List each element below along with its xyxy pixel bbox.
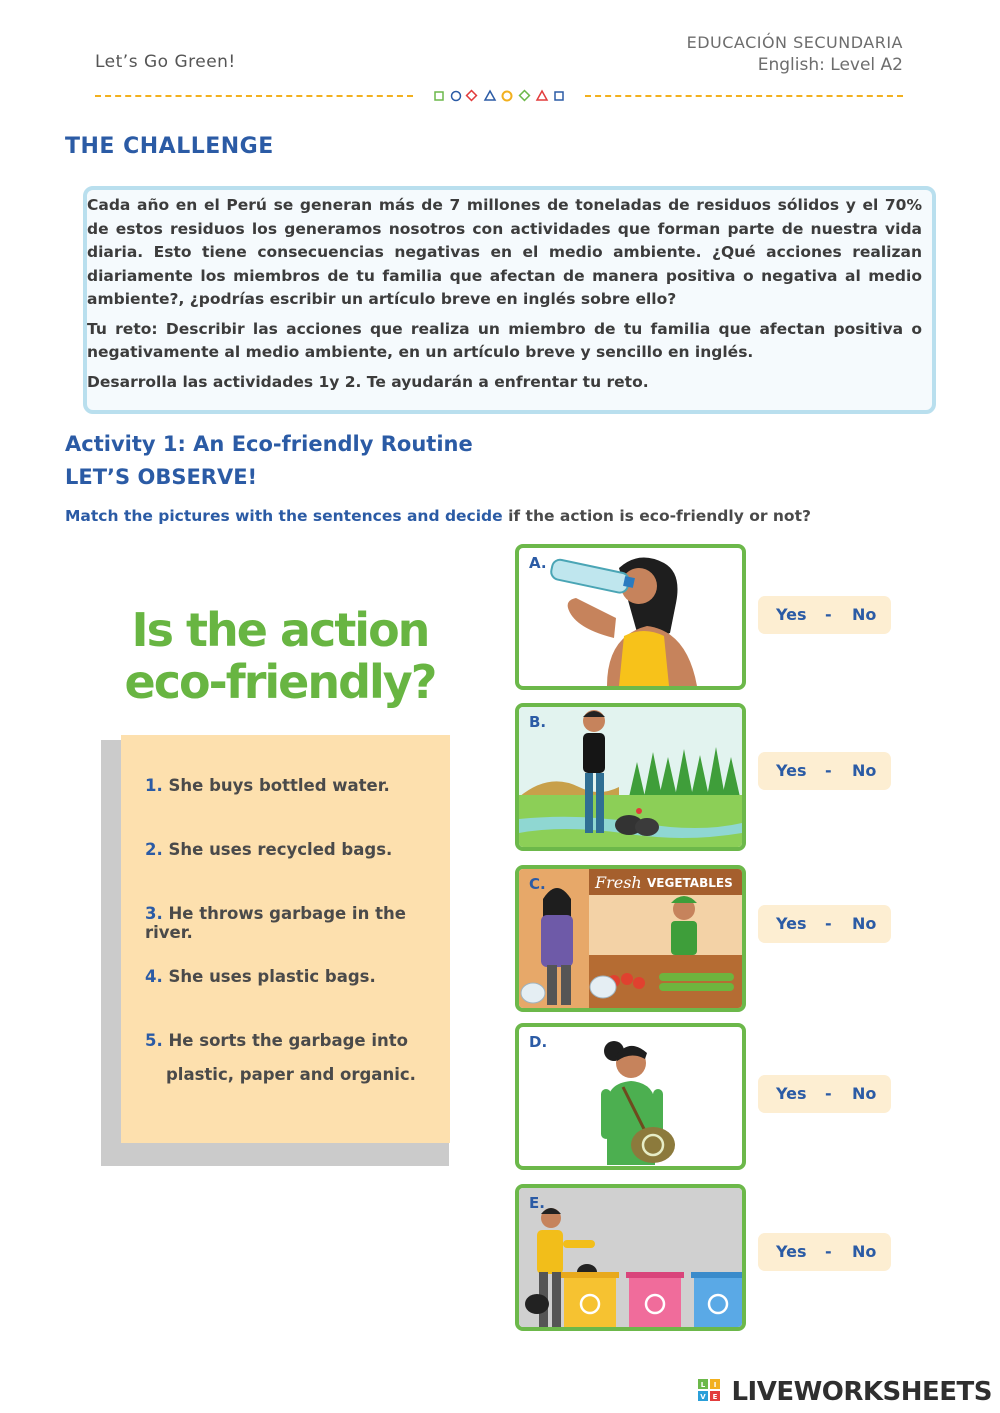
activity-instruction <box>65 507 811 525</box>
school-level: EDUCACIÓN SECUNDARIA <box>686 33 903 52</box>
picture-letter: C. <box>529 875 546 893</box>
activity-subtitle: LET’S OBSERVE! <box>65 465 258 489</box>
course-level: English: Level A2 <box>757 55 903 75</box>
option-separator: - <box>825 761 832 780</box>
sentence-number: 3. <box>145 904 163 923</box>
liveworksheets-logo-icon <box>698 1379 720 1401</box>
yes-option[interactable]: Yes <box>776 605 807 624</box>
sentence-text: She uses recycled bags. <box>168 840 393 859</box>
sentence-5[interactable] <box>145 1031 408 1050</box>
challenge-heading: THE CHALLENGE <box>65 134 274 159</box>
answer-a <box>758 596 891 634</box>
picture-letter: D. <box>529 1033 548 1051</box>
sentence-text: She uses plastic bags. <box>168 967 376 986</box>
sentence-3[interactable] <box>145 904 450 942</box>
picture-letter: A. <box>529 554 547 572</box>
option-separator: - <box>825 1242 832 1261</box>
option-separator: - <box>825 1084 832 1103</box>
sentence-5-continued: plastic, paper and organic. <box>166 1065 416 1084</box>
man-littering-by-river-icon <box>519 707 742 847</box>
sign-fresh: Fresh <box>595 873 642 892</box>
instruction-part-2: if the action is eco-friendly or not? <box>508 507 811 525</box>
logo-letter-e: E <box>712 1393 718 1401</box>
sentence-number: 4. <box>145 967 163 986</box>
sentence-text: She buys bottled water. <box>168 776 390 795</box>
sentence-number: 2. <box>145 840 163 859</box>
sentence-card <box>121 735 450 1143</box>
picture-letter: E. <box>529 1194 545 1212</box>
logo-letter-v: V <box>700 1393 706 1401</box>
challenge-paragraph-3: Desarrolla las actividades 1y 2. Te ayudarán a enfrentar tu reto. <box>87 372 649 391</box>
woman-with-recycled-bag-icon <box>519 1027 742 1166</box>
sentence-text: He throws garbage in the river. <box>145 904 406 942</box>
option-separator: - <box>825 914 832 933</box>
answer-b <box>758 752 891 790</box>
picture-d[interactable] <box>515 1023 746 1170</box>
sentence-text: He sorts the garbage into <box>168 1031 408 1050</box>
eco-question-line-2: eco-friendly? <box>124 655 436 709</box>
instruction-part-1: Match the pictures with the sentences and decide <box>65 507 503 525</box>
sentence-4[interactable] <box>145 967 376 986</box>
challenge-paragraph-1: Cada año en el Perú se generan más de 7 millones de toneladas de residuos sólidos y el 70% de estos residuos los generamos nosotros con actividades que forman parte de nuestra vida diaria. Esto tiene consecuencias negativas en el medio ambiente. ¿Qué acciones realizan diariamente los miembros de tu familia que afectan de manera positiva o negativa al medio ambiente?, ¿podrías escribir un artículo breve en inglés sobre ello? <box>87 196 922 308</box>
no-option[interactable]: No <box>852 1242 877 1261</box>
challenge-paragraph-2: Tu reto: Describir las acciones que realiza un miembro de tu familia que afectan positiva o negativamente al medio ambiente, en un artículo breve y sencillo en inglés. <box>87 319 922 361</box>
liveworksheets-logo: LIVEWORKSHEETS <box>731 1377 992 1407</box>
answer-c <box>758 905 891 943</box>
logo-letter-i: I <box>713 1381 717 1389</box>
answer-e <box>758 1233 891 1271</box>
header-divider-right <box>585 95 903 97</box>
picture-c[interactable] <box>515 865 746 1012</box>
yes-option[interactable]: Yes <box>776 914 807 933</box>
header-divider-left <box>95 95 413 97</box>
yes-option[interactable]: Yes <box>776 1242 807 1261</box>
brand-title: Let’s Go Green! <box>95 52 236 72</box>
picture-b[interactable] <box>515 703 746 851</box>
sign-vegetables: VEGETABLES <box>647 876 733 890</box>
picture-letter: B. <box>529 713 547 731</box>
logo-letter-l: L <box>700 1381 706 1389</box>
challenge-box <box>83 186 936 414</box>
activity-title: Activity 1: An Eco-friendly Routine <box>65 432 473 456</box>
yes-option[interactable]: Yes <box>776 1084 807 1103</box>
sentence-2[interactable] <box>145 840 392 859</box>
no-option[interactable]: No <box>852 1084 877 1103</box>
picture-a[interactable] <box>515 544 746 690</box>
picture-e[interactable] <box>515 1184 746 1331</box>
eco-question-line-1: Is the action <box>131 603 429 657</box>
sentence-1[interactable] <box>145 776 390 795</box>
woman-drinking-bottled-water-icon <box>519 548 742 686</box>
sentence-number: 1. <box>145 776 163 795</box>
no-option[interactable]: No <box>852 914 877 933</box>
eco-question <box>100 604 460 708</box>
woman-at-vegetable-market-icon <box>519 869 742 1008</box>
man-sorting-garbage-icon <box>519 1188 742 1327</box>
decorative-shapes-icon <box>432 89 572 103</box>
option-separator: - <box>825 605 832 624</box>
no-option[interactable]: No <box>852 605 877 624</box>
answer-d <box>758 1075 891 1113</box>
sentence-number: 5. <box>145 1031 163 1050</box>
yes-option[interactable]: Yes <box>776 761 807 780</box>
no-option[interactable]: No <box>852 761 877 780</box>
